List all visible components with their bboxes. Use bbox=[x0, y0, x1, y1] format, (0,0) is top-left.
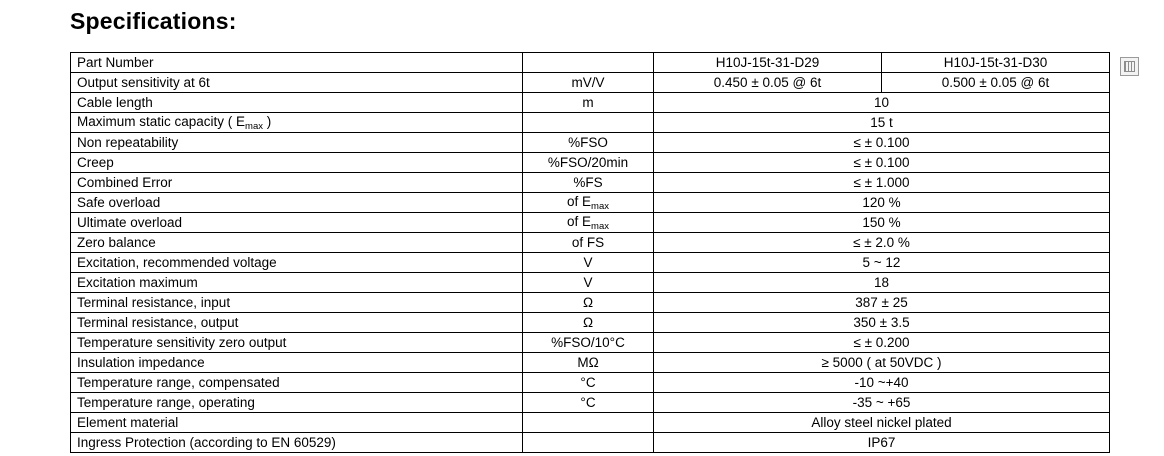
table-row bbox=[71, 373, 1110, 393]
spec-value: IP67 bbox=[654, 433, 1110, 453]
spec-label: Zero balance bbox=[71, 233, 523, 253]
table-row bbox=[71, 73, 1110, 93]
spec-label: Maximum static capacity ( $E_{max}$ ) bbox=[71, 113, 523, 133]
spec-unit bbox=[523, 53, 654, 73]
spec-unit bbox=[523, 433, 654, 453]
spec-value: ≤ ± 1.000 bbox=[654, 173, 1110, 193]
spec-label: Part Number bbox=[71, 53, 523, 73]
spec-value: ≤ ± 0.100 bbox=[654, 133, 1110, 153]
spec-label: Ingress Protection (according to EN 60529) bbox=[71, 433, 523, 453]
spec-label: Output sensitivity at 6t bbox=[71, 73, 523, 93]
spec-value: -35 ~ +65 bbox=[654, 393, 1110, 413]
spec-value-variant-2: 0.500 ± 0.05 @ 6t bbox=[882, 73, 1110, 93]
spec-value: 350 ± 3.5 bbox=[654, 313, 1110, 333]
table-row bbox=[71, 353, 1110, 373]
spec-unit: of FS bbox=[523, 233, 654, 253]
spec-label: Temperature sensitivity zero output bbox=[71, 333, 523, 353]
spec-unit: V bbox=[523, 273, 654, 293]
spec-label: Excitation maximum bbox=[71, 273, 523, 293]
table-row bbox=[71, 53, 1110, 73]
spec-value: -10 ~+40 bbox=[654, 373, 1110, 393]
table-row bbox=[71, 313, 1110, 333]
table-thumbnail-icon[interactable] bbox=[1120, 57, 1139, 76]
spec-label: Ultimate overload bbox=[71, 213, 523, 233]
spec-unit: V bbox=[523, 253, 654, 273]
table-row bbox=[71, 413, 1110, 433]
spec-label: Insulation impedance bbox=[71, 353, 523, 373]
spec-value: 5 ~ 12 bbox=[654, 253, 1110, 273]
spec-unit: of $E_{max}$ bbox=[523, 213, 654, 233]
table-row bbox=[71, 93, 1110, 113]
spec-unit: %FS bbox=[523, 173, 654, 193]
spec-value-variant-1: H10J-15t-31-D29 bbox=[654, 53, 882, 73]
spec-unit: MΩ bbox=[523, 353, 654, 373]
table-row bbox=[71, 273, 1110, 293]
spec-label: Temperature range, operating bbox=[71, 393, 523, 413]
spec-value: 387 ± 25 bbox=[654, 293, 1110, 313]
spec-label: Excitation, recommended voltage bbox=[71, 253, 523, 273]
spec-value: Alloy steel nickel plated bbox=[654, 413, 1110, 433]
spec-value: ≤ ± 2.0 % bbox=[654, 233, 1110, 253]
spec-label: Terminal resistance, output bbox=[71, 313, 523, 333]
spec-value: ≤ ± 0.200 bbox=[654, 333, 1110, 353]
spec-unit: °C bbox=[523, 393, 654, 413]
spec-label: Combined Error bbox=[71, 173, 523, 193]
spec-unit: mV/V bbox=[523, 73, 654, 93]
table-row bbox=[71, 153, 1110, 173]
table-row bbox=[71, 293, 1110, 313]
table-row bbox=[71, 133, 1110, 153]
table-row bbox=[71, 233, 1110, 253]
spec-label: Creep bbox=[71, 153, 523, 173]
spec-value-variant-1: 0.450 ± 0.05 @ 6t bbox=[654, 73, 882, 93]
spec-value: 15 t bbox=[654, 113, 1110, 133]
spec-label: Cable length bbox=[71, 93, 523, 113]
page-title: Specifications: bbox=[70, 8, 237, 34]
spec-unit bbox=[523, 113, 654, 133]
table-row bbox=[71, 213, 1110, 233]
spec-value: 120 % bbox=[654, 193, 1110, 213]
table-row bbox=[71, 393, 1110, 413]
spec-label: Non repeatability bbox=[71, 133, 523, 153]
table-row bbox=[71, 113, 1110, 133]
spec-label: Temperature range, compensated bbox=[71, 373, 523, 393]
specifications-table bbox=[70, 52, 1110, 453]
spec-value-variant-2: H10J-15t-31-D30 bbox=[882, 53, 1110, 73]
spec-label: Safe overload bbox=[71, 193, 523, 213]
spec-label: Element material bbox=[71, 413, 523, 433]
spec-unit: Ω bbox=[523, 293, 654, 313]
spec-value: ≥ 5000 ( at 50VDC ) bbox=[654, 353, 1110, 373]
table-row bbox=[71, 173, 1110, 193]
spec-unit: of $E_{max}$ bbox=[523, 193, 654, 213]
spec-unit: %FSO/20min bbox=[523, 153, 654, 173]
table-row bbox=[71, 433, 1110, 453]
table-row bbox=[71, 333, 1110, 353]
spec-label: Terminal resistance, input bbox=[71, 293, 523, 313]
spec-value: ≤ ± 0.100 bbox=[654, 153, 1110, 173]
spec-value: 10 bbox=[654, 93, 1110, 113]
spec-unit bbox=[523, 413, 654, 433]
spec-unit: %FSO/10°C bbox=[523, 333, 654, 353]
spec-unit: m bbox=[523, 93, 654, 113]
spec-unit: Ω bbox=[523, 313, 654, 333]
spec-value: 18 bbox=[654, 273, 1110, 293]
table-thumbnail-icon-inner bbox=[1124, 61, 1135, 72]
specifications-table-body bbox=[71, 53, 1110, 453]
table-row bbox=[71, 193, 1110, 213]
table-row bbox=[71, 253, 1110, 273]
spec-unit: °C bbox=[523, 373, 654, 393]
spec-value: 150 % bbox=[654, 213, 1110, 233]
spec-unit: %FSO bbox=[523, 133, 654, 153]
